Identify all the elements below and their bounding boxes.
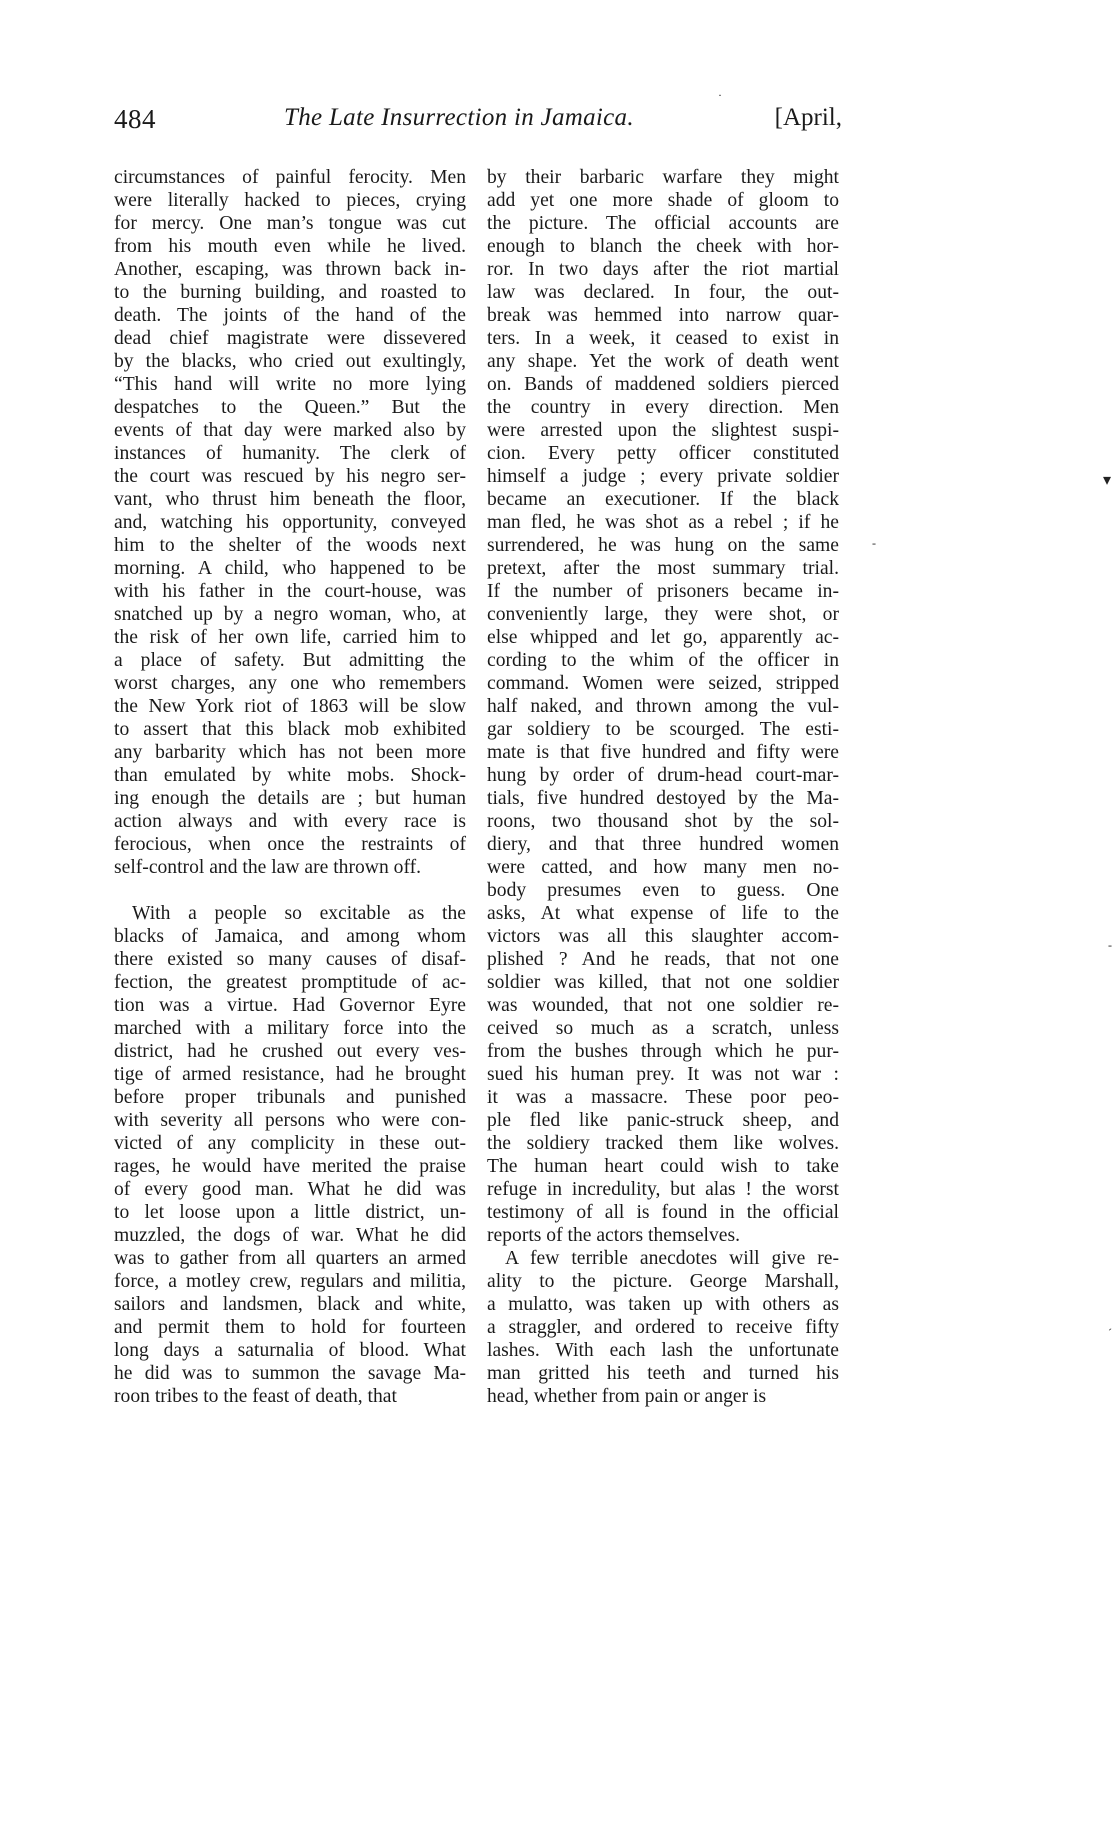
text-line: instances of humanity. The clerk of [114, 443, 466, 464]
text-line: there existed so many causes of disaf- [114, 949, 466, 970]
text-line: victors was all this slaughter accom- [487, 926, 839, 947]
text-line: the New York riot of 1863 will be slow [114, 696, 466, 717]
text-line: gar soldiery to be scourged. The esti- [487, 719, 839, 740]
text-line: the country in every direction. Men [487, 397, 839, 418]
text-line: fection, the greatest promptitude of ac- [114, 972, 466, 993]
text-line: else whipped and let go, apparently ac- [487, 627, 839, 648]
text-line: break was hemmed into narrow quar- [487, 305, 839, 326]
text-line: of every good man. What he did was [114, 1179, 466, 1200]
left-column [114, 166, 466, 1408]
text-line: snatched up by a negro woman, who, at [114, 604, 466, 625]
text-line: worst charges, any one who remembers [114, 673, 466, 694]
text-line: were literally hacked to pieces, crying [114, 190, 466, 211]
running-title: The Late Insurrection in Jamaica. [284, 104, 634, 131]
text-line: and, watching his opportunity, conveyed [114, 512, 466, 533]
text-line: the court was rescued by his negro ser- [114, 466, 466, 487]
text-line: roons, two thousand shot by the sol- [487, 811, 839, 832]
text-line: the picture. The official accounts are [487, 213, 839, 234]
text-line: from his mouth even while he lived. [114, 236, 466, 257]
page-number: 484 [114, 104, 156, 134]
text-line: cion. Every petty officer constituted [487, 443, 839, 464]
text-line: man fled, he was shot as a rebel ; if he [487, 512, 839, 533]
text-line: ferocious, when once the restraints of [114, 834, 466, 855]
text-line: marched with a military force into the [114, 1018, 466, 1039]
text-line: despatches to the Queen.” But the [114, 397, 466, 418]
text-line: than emulated by white mobs. Shock- [114, 765, 466, 786]
text-line: A few terrible anecdotes will give re- [505, 1248, 839, 1269]
text-line: enough to blanch the cheek with hor- [487, 236, 839, 257]
text-line: was wounded, that not one soldier re- [487, 995, 839, 1016]
scan-mark: ▾ [1103, 472, 1112, 489]
text-line: morning. A child, who happened to be [114, 558, 466, 579]
text-line: self-control and the law are thrown off. [114, 857, 422, 878]
text-line: by the blacks, who cried out exultingly, [114, 351, 466, 372]
text-line: tials, five hundred destoyed by the Ma- [487, 788, 839, 809]
text-line: testimony of all is found in the official [487, 1202, 839, 1223]
text-line: blacks of Jamaica, and among whom [114, 926, 466, 947]
paragraph [487, 166, 839, 1247]
paragraph-gap [114, 879, 466, 902]
text-line: force, a motley crew, regulars and militia, [114, 1271, 466, 1292]
text-line: law was declared. In four, the out- [487, 282, 839, 303]
scan-speck: - [1108, 938, 1112, 952]
text-line: a place of safety. But admitting the [114, 650, 466, 671]
text-line: death. The joints of the hand of the [114, 305, 466, 326]
text-line: with severity all persons who were con- [114, 1110, 466, 1131]
text-line: plished ? And he reads, that not one [487, 949, 839, 970]
text-line: a mulatto, was taken up with others as [487, 1294, 839, 1315]
scan-speck: · [718, 88, 722, 102]
text-line: from the bushes through which he pur- [487, 1041, 839, 1062]
text-line: conveniently large, they were shot, or [487, 604, 839, 625]
text-line: ters. In a week, it ceased to exist in [487, 328, 839, 349]
text-line: and permit them to hold for fourteen [114, 1317, 466, 1338]
text-line: man gritted his teeth and turned his [487, 1363, 839, 1384]
text-line: asks, At what expense of life to the [487, 903, 839, 924]
text-line: with his father in the court-house, was [114, 581, 466, 602]
text-line: add yet one more shade of gloom to [487, 190, 839, 211]
text-line: “This hand will write no more lying [114, 374, 466, 395]
text-line: was to gather from all quarters an armed [114, 1248, 466, 1269]
text-line: himself a judge ; every private soldier [487, 466, 839, 487]
text-line: half naked, and thrown among the vul- [487, 696, 839, 717]
scan-speck: ´ [1108, 1326, 1112, 1340]
text-line: he did was to summon the savage Ma- [114, 1363, 466, 1384]
text-line: tion was a virtue. Had Governor Eyre [114, 995, 466, 1016]
running-head [114, 104, 840, 138]
text-line: to let loose upon a little district, un- [114, 1202, 466, 1223]
text-line: muzzled, the dogs of war. What he did [114, 1225, 466, 1246]
text-line: head, whether from pain or anger is [487, 1386, 767, 1407]
text-line: If the number of prisoners became in- [487, 581, 839, 602]
text-line: reports of the actors themselves. [487, 1225, 741, 1246]
text-line: cording to the whim of the officer in [487, 650, 839, 671]
text-line: Another, escaping, was thrown back in- [114, 259, 466, 280]
text-line: victed of any complicity in these out- [114, 1133, 466, 1154]
text-line: action always and with every race is [114, 811, 466, 832]
text-line: ceived so much as a scratch, unless [487, 1018, 839, 1039]
text-line: mate is that five hundred and fifty were [487, 742, 839, 763]
paragraph [114, 902, 466, 1408]
text-line: circumstances of painful ferocity. Men [114, 167, 466, 188]
text-line: any barbarity which has not been more [114, 742, 466, 763]
right-column [487, 166, 839, 1408]
text-line: diery, and that three hundred women [487, 834, 839, 855]
text-line: it was a massacre. These poor peo- [487, 1087, 839, 1108]
text-line: ror. In two days after the riot martial [487, 259, 839, 280]
text-line: ality to the picture. George Marshall, [487, 1271, 839, 1292]
text-line: long days a saturnalia of blood. What [114, 1340, 466, 1361]
text-line: the risk of her own life, carried him to [114, 627, 466, 648]
text-line: a straggler, and ordered to receive fifty [487, 1317, 839, 1338]
scan-speck: - [872, 536, 876, 550]
text-line: sailors and landsmen, black and white, [114, 1294, 466, 1315]
text-line: hung by order of drum-head court-mar- [487, 765, 839, 786]
text-line: pretext, after the most summary trial. [487, 558, 839, 579]
text-line: by their barbaric warfare they might [487, 167, 839, 188]
text-line: to assert that this black mob exhibited [114, 719, 466, 740]
paragraph [487, 1247, 839, 1408]
text-line: were arrested upon the slightest suspi- [487, 420, 839, 441]
text-line: events of that day were marked also by [114, 420, 466, 441]
text-line: With a people so excitable as the [132, 903, 466, 924]
text-line: district, had he crushed out every ves- [114, 1041, 466, 1062]
text-line: before proper tribunals and punished [114, 1087, 466, 1108]
text-line: vant, who thrust him beneath the floor, [114, 489, 466, 510]
text-line: soldier was killed, that not one soldier [487, 972, 839, 993]
text-line: ple fled like panic-struck sheep, and [487, 1110, 839, 1131]
text-line: ing enough the details are ; but human [114, 788, 466, 809]
text-line: sued his human prey. It was not war : [487, 1064, 839, 1085]
issue-month: [April, [774, 104, 842, 131]
text-line: command. Women were seized, stripped [487, 673, 839, 694]
text-line: The human heart could wish to take [487, 1156, 839, 1177]
text-line: to the burning building, and roasted to [114, 282, 466, 303]
text-line: body presumes even to guess. One [487, 880, 839, 901]
text-line: surrendered, he was hung on the same [487, 535, 839, 556]
text-line: him to the shelter of the woods next [114, 535, 466, 556]
text-line: the soldiery tracked them like wolves. [487, 1133, 839, 1154]
text-line: became an executioner. If the black [487, 489, 839, 510]
text-line: refuge in incredulity, but alas ! the worst [487, 1179, 839, 1200]
paragraph [114, 166, 466, 879]
text-line: for mercy. One man’s tongue was cut [114, 213, 466, 234]
text-line: dead chief magistrate were dissevered [114, 328, 466, 349]
text-line: rages, he would have merited the praise [114, 1156, 466, 1177]
text-line: roon tribes to the feast of death, that [114, 1386, 397, 1407]
text-line: tige of armed resistance, had he brought [114, 1064, 466, 1085]
text-line: on. Bands of maddened soldiers pierced [487, 374, 839, 395]
text-line: any shape. Yet the work of death went [487, 351, 839, 372]
text-line: were catted, and how many men no- [487, 857, 839, 878]
text-line: lashes. With each lash the unfortunate [487, 1340, 839, 1361]
